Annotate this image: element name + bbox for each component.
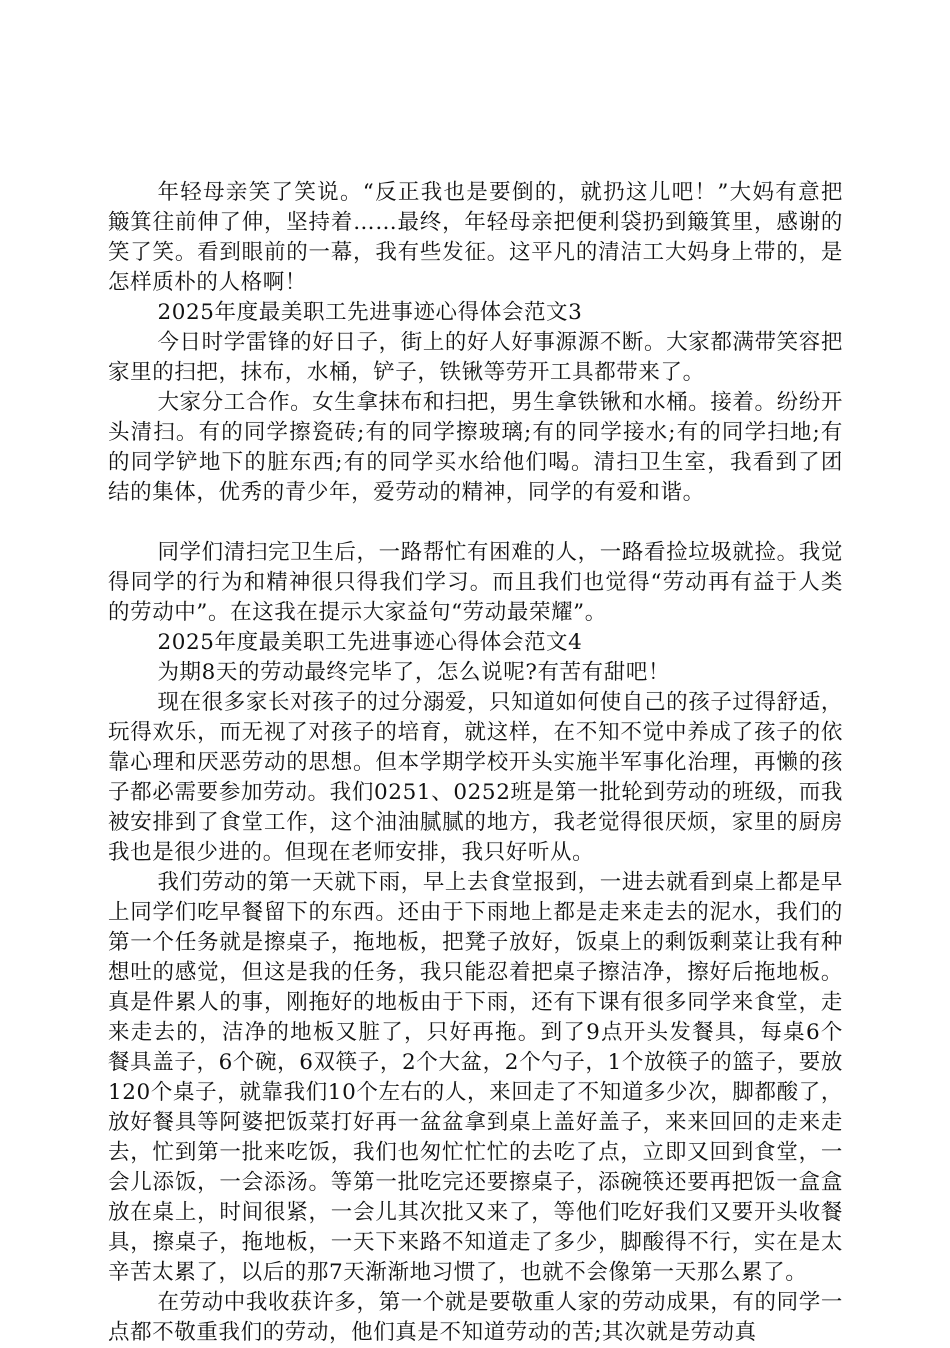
paragraph-parents-spoil: 现在很多家长对孩子的过分溺爱，只知道如何使自己的孩子过得舒适，玩得欢乐，而无视了对孩子的培育，就这样，在不知不觉中养成了孩子的依靠心理和厌恶劳动的思想。但本学期学校开头实施半军事化治理，再懒的孩子都必需要参加劳动。我们0251、0252班是第一批轮到劳动的班级，而我被安排到了食堂工作，这个油油腻腻的地方，我老觉得很厌烦，家里的厨房我也是很少进的。但现在老师安排，我只好听从。: [108, 690, 843, 865]
section-heading-3: 2025年度最美职工先进事迹心得体会范文3: [157, 300, 583, 325]
paragraph-lei-feng-day: 今日时学雷锋的好日子，街上的好人好事源源不断。大家都满带笑容把家里的扫把，抹布，水桶，铲子，铁锹等劳开工具都带来了。: [108, 330, 843, 385]
paragraph-after-cleaning: 同学们清扫完卫生后，一路帮忙有困难的人，一路看捡垃圾就捡。我觉得同学的行为和精神很只得我们学习。而且我们也觉得“劳动再有益于人类的劳动中”。在这我在提示大家益句“劳动最荣耀”。: [108, 540, 843, 625]
paragraph-mother-cleaner: 年轻母亲笑了笑说。“反正我也是要倒的，就扔这儿吧！”大妈有意把簸箕往前伸了伸，坚持着……最终，年轻母亲把便利袋扔到簸箕里，感谢的笑了笑。看到眼前的一幕，我有些发征。这平凡的清洁工大妈身上带的，是怎样质朴的人格啊！: [108, 180, 843, 295]
paragraph-eight-days: 为期8天的劳动最终完毕了，怎么说呢?有苦有甜吧！: [157, 660, 671, 685]
paragraph-division-of-work: 大家分工合作。女生拿抹布和扫把，男生拿铁锹和水桶。接着。纷纷开头清扫。有的同学擦瓷砖;有的同学擦玻璃;有的同学接水;有的同学扫地;有的同学铲地下的脏东西;有的同学买水给他们喝。清扫卫生室，我看到了团结的集体，优秀的青少年，爱劳动的精神，同学的有爱和谐。: [108, 390, 843, 505]
paragraph-first-day-rain: 我们劳动的第一天就下雨，早上去食堂报到，一进去就看到桌上都是早上同学们吃早餐留下的东西。还由于下雨地上都是走来走去的泥水，我们的第一个任务就是擦桌子，拖地板，把凳子放好，饭桌上的剩饭剩菜让我有种想吐的感觉，但这是我的任务，我只能忍着把桌子擦洁净，擦好后拖地板。真是件累人的事，刚拖好的地板由于下雨，还有下课有很多同学来食堂，走来走去的，洁净的地板又脏了，只好再拖。到了9点开头发餐具，每桌6个餐具盖子，6个碗，6双筷子，2个大盆，2个勺子，1个放筷子的篮子，要放120个桌子，就靠我们10个左右的人，来回走了不知道多少次，脚都酸了，放好餐具等阿婆把饭菜打好再一盆盆拿到桌上盖好盖子，来来回回的走来走去，忙到第一批来吃饭，我们也匆忙忙忙的去吃了点，立即又回到食堂，一会儿添饭，一会添汤。等第一批吃完还要擦桌子，添碗筷还要再把饭一盒盒放在桌上，时间很紧，一会儿其次批又来了，等他们吃好我们又要开头收餐具，擦桌子，拖地板，一天下来路不知道走了多少，脚酸得不行，实在是太辛苦太累了，以后的那7天渐渐地习惯了，也就不会像第一天那么累了。: [108, 870, 843, 1285]
document-body: [108, 178, 843, 1348]
paragraph-gains: 在劳动中我收获许多，第一个就是要敬重人家的劳动成果，有的同学一点都不敬重我们的劳动，他们真是不知道劳动的苦;其次就是劳动真: [108, 1290, 843, 1345]
section-heading-4: 2025年度最美职工先进事迹心得体会范文4: [157, 630, 583, 655]
